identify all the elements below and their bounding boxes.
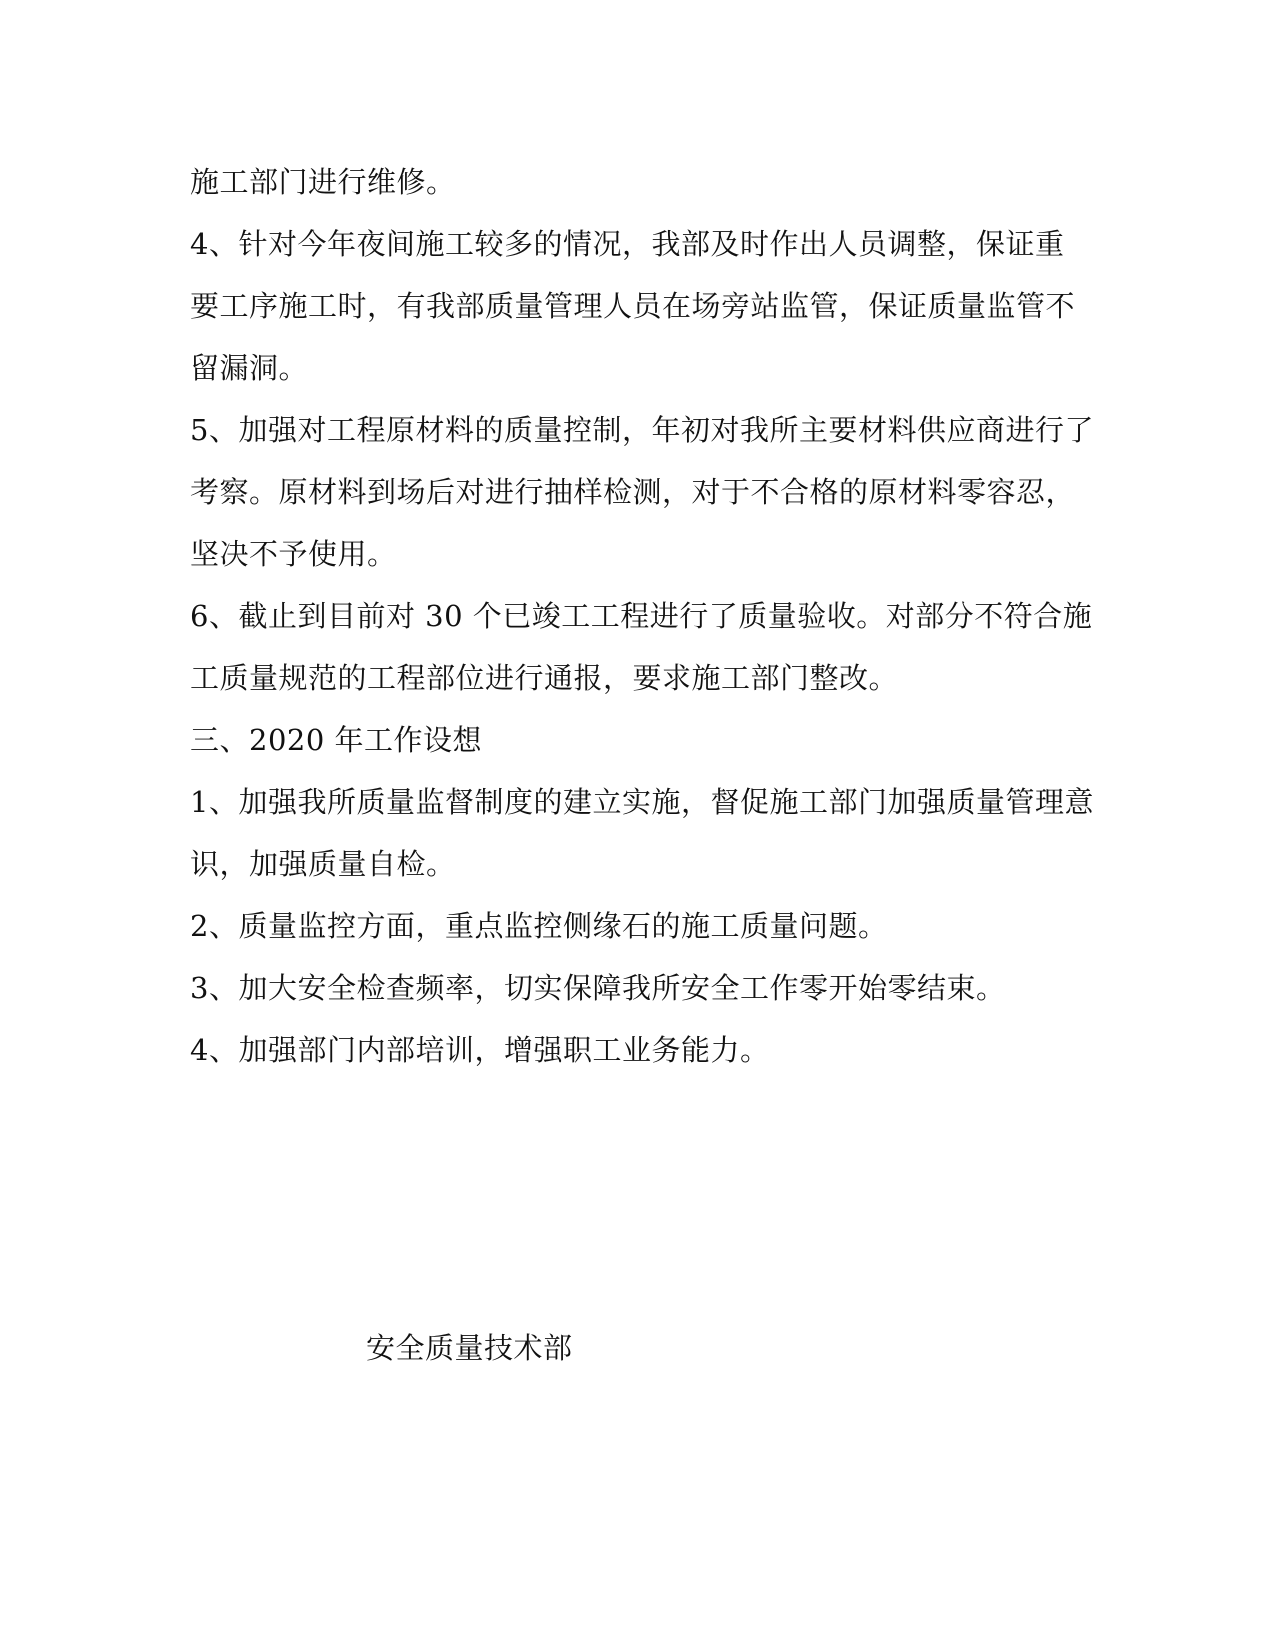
department-signature: 安全质量技术部	[366, 1331, 573, 1365]
text-line-6: 考察。原材料到场后对进行抽样检测，对于不合格的原材料零容忍，	[190, 475, 1076, 509]
text-line-9: 工质量规范的工程部位进行通报，要求施工部门整改。	[190, 661, 899, 695]
text-line-7: 坚决不予使用。	[190, 537, 397, 571]
text-line-14: 3、加大安全检查频率，切实保障我所安全工作零开始零结束。	[190, 971, 1006, 1005]
text-line-11: 1、加强我所质量监督制度的建立实施，督促施工部门加强质量管理意	[190, 785, 1094, 819]
text-line-2: 4、针对今年夜间施工较多的情况，我部及时作出人员调整，保证重	[190, 227, 1065, 261]
text-line-12: 识，加强质量自检。	[190, 847, 456, 881]
text-line-1: 施工部门进行维修。	[190, 165, 456, 199]
text-line-8: 6、截止到目前对 30 个已竣工工程进行了质量验收。对部分不符合施	[190, 599, 1093, 633]
text-line-13: 2、质量监控方面，重点监控侧缘石的施工质量问题。	[190, 909, 888, 943]
text-line-3: 要工序施工时，有我部质量管理人员在场旁站监管，保证质量监管不	[190, 289, 1076, 323]
text-line-5: 5、加强对工程原材料的质量控制，年初对我所主要材料供应商进行了	[190, 413, 1094, 447]
section-heading: 三、2020 年工作设想	[190, 723, 483, 757]
text-line-15: 4、加强部门内部培训，增强职工业务能力。	[190, 1033, 770, 1067]
text-line-4: 留漏洞。	[190, 351, 309, 385]
